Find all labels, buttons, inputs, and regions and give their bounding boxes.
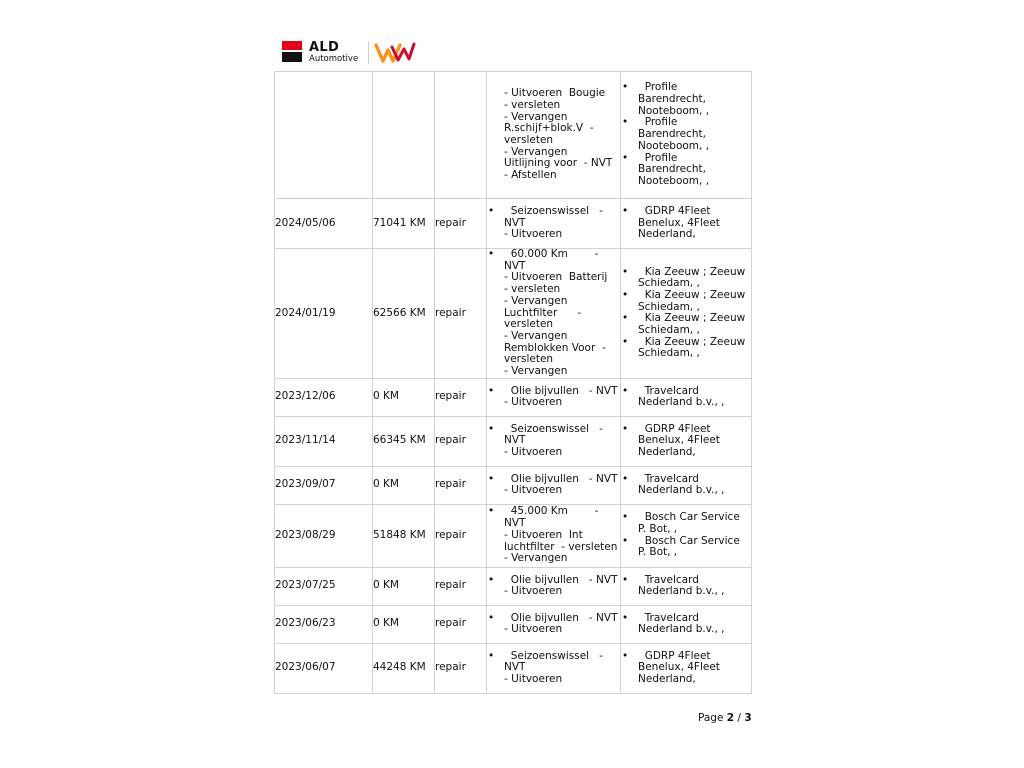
location-cell bbox=[621, 416, 752, 466]
table-row bbox=[275, 605, 752, 643]
mileage-cell: 0 KM bbox=[373, 466, 435, 504]
description-cell bbox=[487, 378, 621, 416]
description-cell-list bbox=[487, 613, 620, 636]
type-cell: repair bbox=[435, 199, 487, 249]
description-line: - Vervangen bbox=[504, 145, 568, 158]
description-cell bbox=[487, 249, 621, 379]
table-row bbox=[275, 199, 752, 249]
description-line: • 45.000 Km - bbox=[487, 506, 620, 518]
type-cell bbox=[435, 72, 487, 199]
type-cell: repair bbox=[435, 378, 487, 416]
location-cell bbox=[621, 378, 752, 416]
location-item: • Bosch Car Service P. Bot, , bbox=[621, 512, 751, 535]
description-line: • Seizoenswissel - bbox=[487, 206, 620, 218]
description-line: • Seizoenswissel - bbox=[487, 651, 620, 663]
description-line: - Uitvoeren bbox=[504, 623, 563, 636]
description-line: Uitlijning voor - NVT bbox=[504, 157, 613, 170]
description-line: • 60.000 Km - bbox=[487, 249, 620, 261]
description-cell-list bbox=[487, 386, 620, 409]
location-cell-list bbox=[621, 206, 751, 241]
description-cell bbox=[487, 567, 621, 605]
mileage-cell: 0 KM bbox=[373, 567, 435, 605]
table-row bbox=[275, 643, 752, 693]
brand-subtitle: Automotive bbox=[309, 54, 359, 64]
description-line: • Olie bijvullen - NVT bbox=[487, 386, 620, 398]
mileage-cell: 66345 KM bbox=[373, 416, 435, 466]
location-item: • Travelcard Nederland b.v., , bbox=[621, 474, 751, 497]
date-cell bbox=[275, 72, 373, 199]
table-row bbox=[275, 504, 752, 567]
location-cell-list bbox=[621, 651, 751, 686]
date-cell: 2023/07/25 bbox=[275, 567, 373, 605]
location-item: • Profile Barendrecht, Nooteboom, , bbox=[621, 82, 751, 117]
description-line: NVT bbox=[504, 216, 526, 229]
mileage-cell: 71041 KM bbox=[373, 199, 435, 249]
description-cell-list bbox=[487, 424, 620, 459]
location-cell-list bbox=[621, 474, 751, 497]
type-cell: repair bbox=[435, 605, 487, 643]
description-line: versleten bbox=[504, 318, 554, 331]
date-cell: 2023/11/14 bbox=[275, 416, 373, 466]
type-cell: repair bbox=[435, 567, 487, 605]
location-item: • Profile Barendrecht, Nooteboom, , bbox=[621, 117, 751, 152]
location-cell bbox=[621, 605, 752, 643]
table-row bbox=[275, 72, 752, 199]
description-line: - Vervangen bbox=[504, 552, 568, 565]
location-cell bbox=[621, 567, 752, 605]
description-line: • Olie bijvullen - NVT bbox=[487, 474, 620, 486]
location-cell-list bbox=[621, 575, 751, 598]
description-line: - versleten bbox=[504, 98, 561, 111]
description-line: - Uitvoeren bbox=[504, 585, 563, 598]
date-cell: 2023/09/07 bbox=[275, 466, 373, 504]
document-header bbox=[282, 41, 422, 65]
description-cell-list bbox=[487, 249, 620, 378]
location-cell bbox=[621, 72, 752, 199]
maintenance-history-table bbox=[274, 71, 752, 694]
location-item: • GDRP 4Fleet Benelux, 4Fleet Nederland, bbox=[621, 424, 751, 459]
type-cell: repair bbox=[435, 466, 487, 504]
leaseplan-logo-icon bbox=[374, 41, 416, 65]
total-pages-number: 3 bbox=[744, 712, 752, 724]
location-cell bbox=[621, 199, 752, 249]
location-item: • Kia Zeeuw ; Zeeuw Schiedam, , bbox=[621, 267, 751, 290]
brand-name: ALD bbox=[309, 40, 340, 55]
description-line: - Vervangen bbox=[504, 110, 568, 123]
description-cell-list bbox=[487, 474, 620, 497]
description-cell-list bbox=[487, 206, 620, 241]
description-line: - Uitvoeren Bougie bbox=[504, 87, 606, 100]
description-line: versleten bbox=[504, 134, 554, 146]
type-cell: repair bbox=[435, 643, 487, 693]
description-line: NVT bbox=[504, 517, 526, 530]
description-line: - Afstellen bbox=[504, 169, 557, 182]
date-cell: 2023/12/06 bbox=[275, 378, 373, 416]
description-cell-list bbox=[487, 575, 620, 598]
location-cell-list bbox=[621, 82, 751, 187]
location-cell-list bbox=[621, 424, 751, 459]
description-line: NVT bbox=[504, 434, 526, 447]
description-line: - Vervangen bbox=[504, 365, 568, 378]
description-line: - Uitvoeren bbox=[504, 446, 563, 459]
description-line: NVT bbox=[504, 661, 526, 674]
description-cell bbox=[487, 72, 621, 199]
description-line: - Uitvoeren Int bbox=[504, 528, 583, 541]
description-line: - Uitvoeren bbox=[504, 228, 563, 241]
type-cell: repair bbox=[435, 416, 487, 466]
description-cell bbox=[487, 466, 621, 504]
description-line: - Vervangen bbox=[504, 329, 568, 342]
type-cell: repair bbox=[435, 504, 487, 567]
description-cell bbox=[487, 199, 621, 249]
description-line: - Uitvoeren bbox=[504, 484, 563, 497]
location-item: • Travelcard Nederland b.v., , bbox=[621, 613, 751, 636]
description-line: - Uitvoeren bbox=[504, 396, 563, 409]
ald-logo-icon bbox=[282, 41, 302, 62]
table-row bbox=[275, 416, 752, 466]
description-line: luchtfilter - versleten bbox=[504, 540, 618, 553]
location-cell bbox=[621, 466, 752, 504]
type-cell: repair bbox=[435, 249, 487, 379]
location-item: • Travelcard Nederland b.v., , bbox=[621, 386, 751, 409]
location-item: • GDRP 4Fleet Benelux, 4Fleet Nederland, bbox=[621, 206, 751, 241]
mileage-cell: 0 KM bbox=[373, 378, 435, 416]
description-line: NVT bbox=[504, 259, 526, 272]
location-cell bbox=[621, 643, 752, 693]
table-body bbox=[275, 72, 752, 694]
description-line: - Uitvoeren bbox=[504, 673, 563, 686]
page-separator: / bbox=[737, 712, 741, 724]
location-cell-list bbox=[621, 267, 751, 361]
mileage-cell: 44248 KM bbox=[373, 643, 435, 693]
location-item: • GDRP 4Fleet Benelux, 4Fleet Nederland, bbox=[621, 651, 751, 686]
description-line: - Uitvoeren Batterij bbox=[504, 271, 608, 284]
page-label: Page bbox=[698, 712, 724, 724]
mileage-cell: 51848 KM bbox=[373, 504, 435, 567]
location-cell bbox=[621, 249, 752, 379]
description-line: - versleten bbox=[504, 283, 561, 296]
date-cell: 2023/08/29 bbox=[275, 504, 373, 567]
description-cell bbox=[487, 643, 621, 693]
description-cell bbox=[487, 416, 621, 466]
date-cell: 2024/05/06 bbox=[275, 199, 373, 249]
table-row bbox=[275, 466, 752, 504]
header-divider bbox=[368, 41, 369, 64]
mileage-cell: 62566 KM bbox=[373, 249, 435, 379]
location-item: • Bosch Car Service P. Bot, , bbox=[621, 536, 751, 559]
description-line: Remblokken Voor - bbox=[504, 341, 606, 354]
description-cell-list bbox=[487, 651, 620, 686]
mileage-cell bbox=[373, 72, 435, 199]
description-line: • Olie bijvullen - NVT bbox=[487, 575, 620, 587]
location-cell-list bbox=[621, 512, 751, 559]
table-row bbox=[275, 567, 752, 605]
location-cell-list bbox=[621, 386, 751, 409]
mileage-cell: 0 KM bbox=[373, 605, 435, 643]
description-line: • Olie bijvullen - NVT bbox=[487, 613, 620, 625]
description-cell-list bbox=[487, 506, 620, 565]
description-line: versleten bbox=[504, 353, 554, 366]
location-item: • Kia Zeeuw ; Zeeuw Schiedam, , bbox=[621, 290, 751, 313]
description-line: • Seizoenswissel - bbox=[487, 424, 620, 436]
current-page-number: 2 bbox=[726, 712, 735, 724]
location-cell bbox=[621, 504, 752, 567]
table-row bbox=[275, 378, 752, 416]
date-cell: 2023/06/07 bbox=[275, 643, 373, 693]
location-cell-list bbox=[621, 613, 751, 636]
table-row bbox=[275, 249, 752, 379]
date-cell: 2024/01/19 bbox=[275, 249, 373, 379]
location-item: • Kia Zeeuw ; Zeeuw Schiedam, , bbox=[621, 313, 751, 336]
page-indicator bbox=[698, 712, 752, 724]
location-item: • Travelcard Nederland b.v., , bbox=[621, 575, 751, 598]
location-item: • Kia Zeeuw ; Zeeuw Schiedam, , bbox=[621, 337, 751, 360]
description-cell bbox=[487, 605, 621, 643]
description-cell bbox=[487, 504, 621, 567]
description-cell-list bbox=[487, 88, 620, 182]
description-line: Luchtfilter - bbox=[504, 306, 582, 319]
date-cell: 2023/06/23 bbox=[275, 605, 373, 643]
description-line: - Vervangen bbox=[504, 294, 568, 307]
description-line: R.schijf+blok.V - bbox=[504, 122, 594, 135]
location-item: • Profile Barendrecht, Nooteboom, , bbox=[621, 153, 751, 188]
